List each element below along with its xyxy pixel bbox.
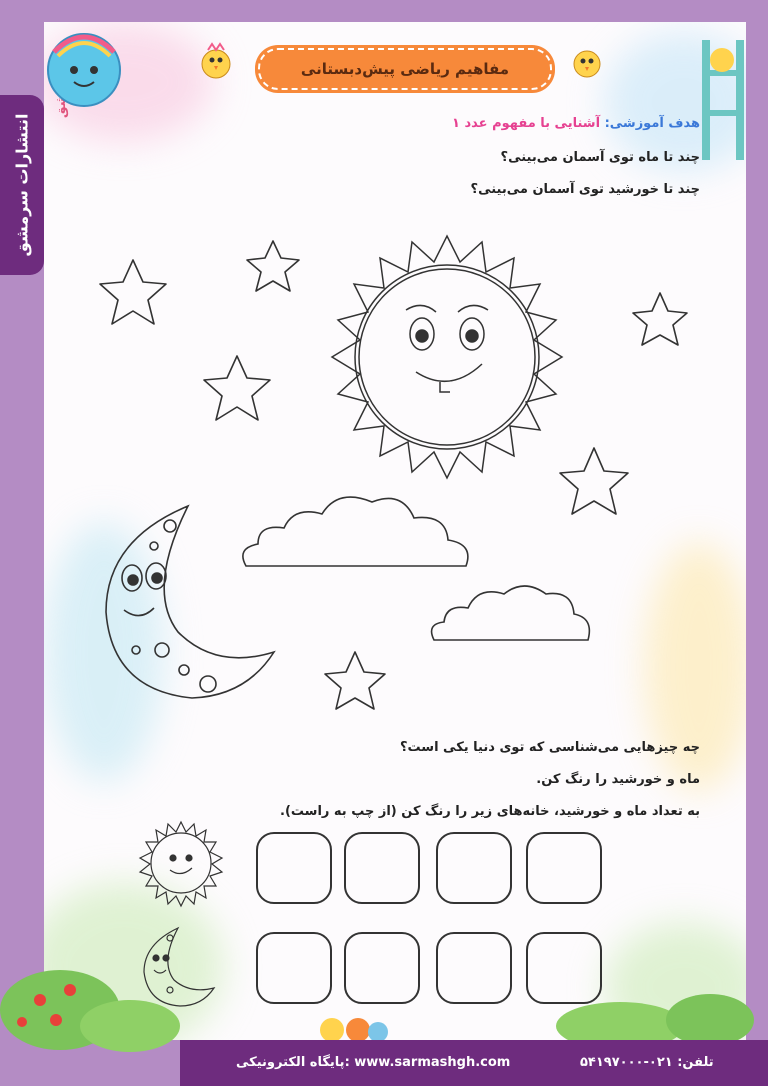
- sun-color-box[interactable]: [436, 832, 512, 904]
- bush-icon: [560, 990, 750, 1046]
- objective-value: آشنایی با مفهوم عدد ۱: [452, 116, 601, 131]
- sun-color-box[interactable]: [344, 832, 420, 904]
- footer-bar: [180, 1040, 768, 1086]
- star-drawing: [322, 648, 388, 712]
- bird-icon: [568, 40, 606, 82]
- learning-objective: [452, 116, 700, 131]
- bird-icon: [196, 38, 236, 82]
- question-text: چند تا ماه توی آسمان می‌بینی؟: [500, 150, 700, 165]
- instruction-text: به تعداد ماه و خورشید، خانه‌های زیر را رنگ کن (از چپ به راست).: [280, 804, 700, 819]
- small-sun-drawing: [138, 820, 224, 906]
- sun-drawing: [322, 232, 572, 482]
- cloud-drawing: [426, 576, 596, 648]
- header-banner: [258, 48, 552, 90]
- star-drawing: [556, 444, 632, 518]
- page-title: مفاهیم ریاضی پیش‌دبستانی: [300, 60, 510, 78]
- question-text: چند تا خورشید توی آسمان می‌بینی؟: [470, 182, 700, 197]
- moon-color-box[interactable]: [436, 932, 512, 1004]
- instruction-text: ماه و خورشید را رنگ کن.: [536, 772, 700, 787]
- star-drawing: [630, 290, 690, 348]
- star-drawing: [244, 238, 302, 294]
- moon-drawing: [96, 500, 286, 702]
- star-drawing: [200, 352, 274, 424]
- moon-color-box[interactable]: [256, 932, 332, 1004]
- tree-bush-icon: [0, 960, 180, 1050]
- star-drawing: [96, 256, 170, 328]
- globe-mascot-icon: [44, 22, 124, 112]
- question-text: چه چیزهایی می‌شناسی که توی دنیا یکی است؟: [399, 740, 700, 755]
- ladder-icon: [692, 40, 752, 160]
- sun-color-box[interactable]: [256, 832, 332, 904]
- website-text[interactable]: پایگاه الکترونیکی: www.sarmashgh.com: [236, 1055, 511, 1070]
- sun-color-box[interactable]: [526, 832, 602, 904]
- phone-text: تلفن: ۰۲۱-۵۴۱۹۷۰۰۰: [580, 1055, 714, 1070]
- publisher-name: انتشارات سرمشق: [12, 113, 32, 257]
- objective-label: هدف آموزشی:: [604, 116, 700, 131]
- publisher-side-tab: [0, 95, 44, 275]
- moon-color-box[interactable]: [344, 932, 420, 1004]
